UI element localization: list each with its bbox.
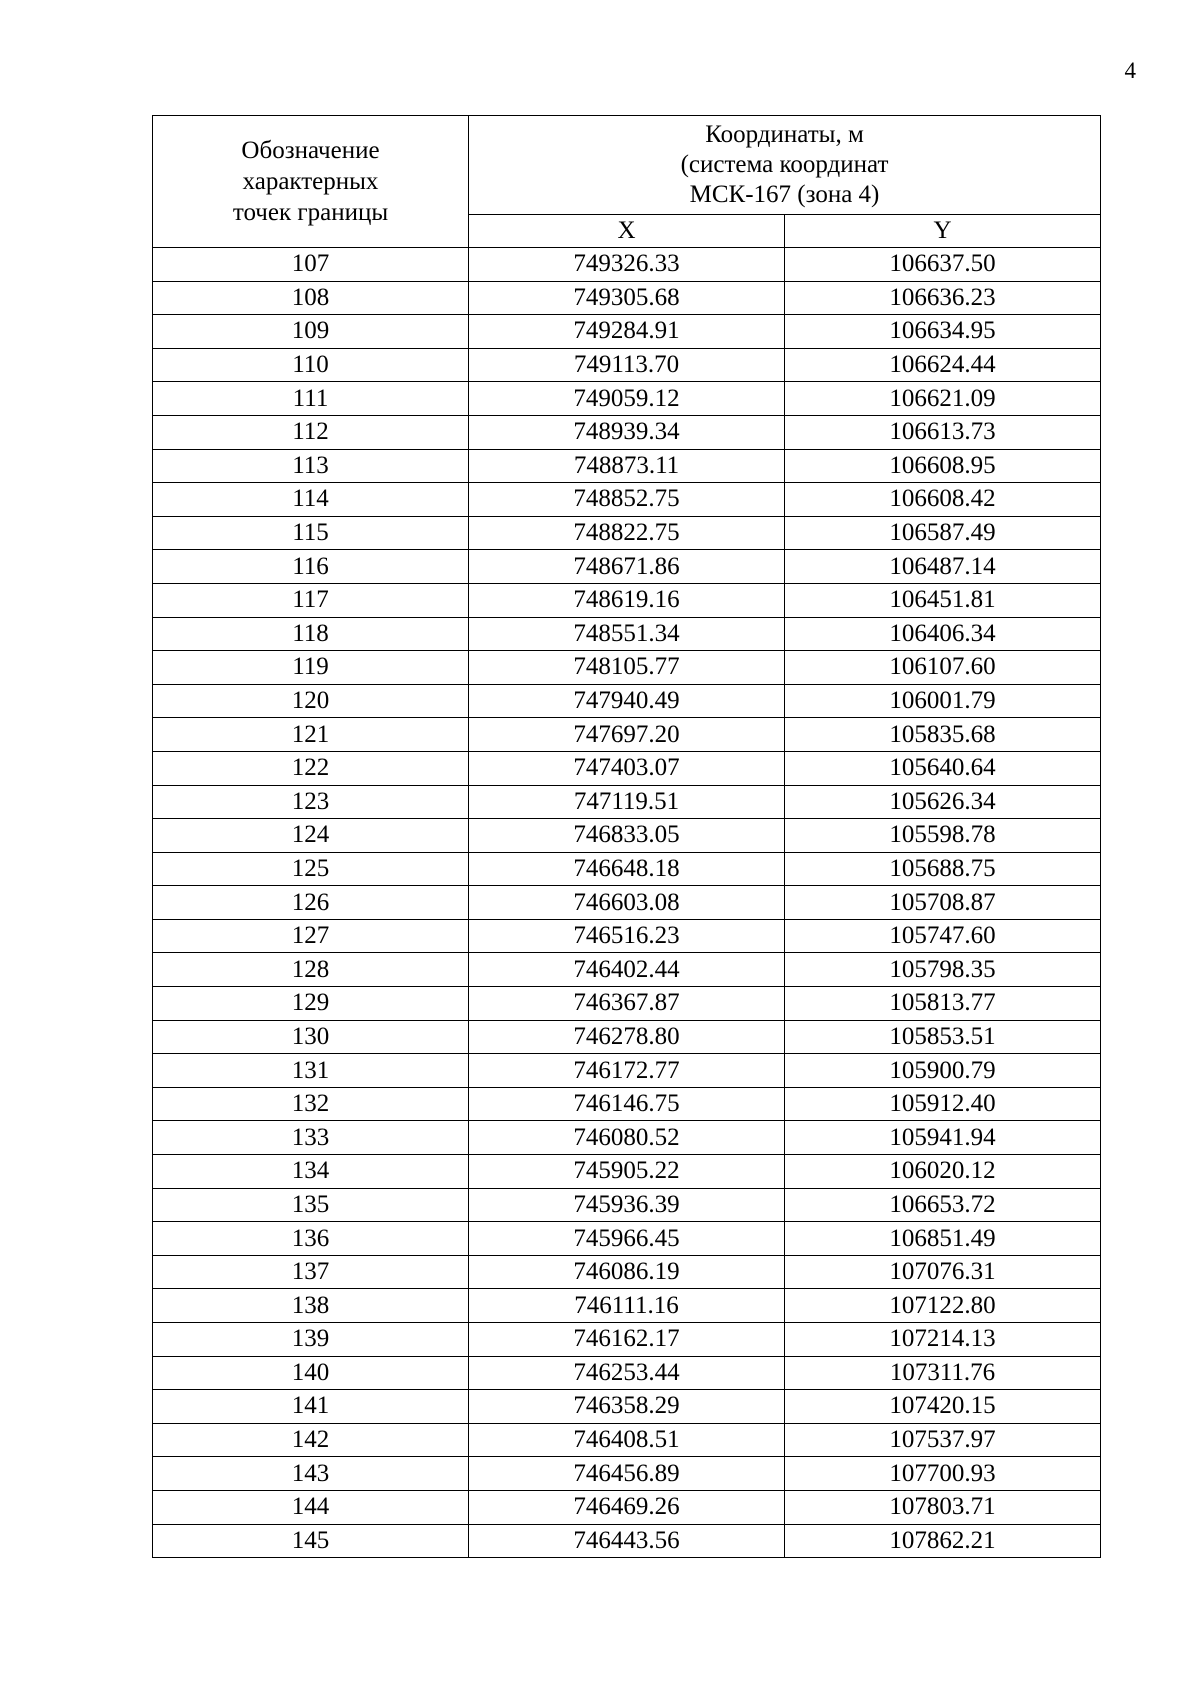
- table-row: [153, 919, 1101, 953]
- table-row: [153, 550, 1101, 584]
- cell-point: 107: [153, 248, 469, 282]
- cell-point: 141: [153, 1390, 469, 1424]
- cell-point: 125: [153, 852, 469, 886]
- cell-point: 112: [153, 415, 469, 449]
- page-number: 4: [1124, 58, 1136, 83]
- cell-point: 135: [153, 1188, 469, 1222]
- cell-x: 746402.44: [469, 953, 785, 987]
- table-row: [153, 953, 1101, 987]
- cell-y: 106608.42: [785, 483, 1101, 517]
- cell-y: 107862.21: [785, 1524, 1101, 1558]
- cell-x: 749305.68: [469, 281, 785, 315]
- cell-y: 107122.80: [785, 1289, 1101, 1323]
- cell-point: 137: [153, 1255, 469, 1289]
- cell-x: 746086.19: [469, 1255, 785, 1289]
- cell-x: 746516.23: [469, 919, 785, 953]
- cell-x: 748873.11: [469, 449, 785, 483]
- table-row: [153, 1524, 1101, 1558]
- cell-x: 746469.26: [469, 1490, 785, 1524]
- cell-y: 106624.44: [785, 348, 1101, 382]
- header-coordinates-line-1: Координаты, м: [705, 121, 864, 148]
- cell-point: 131: [153, 1054, 469, 1088]
- cell-point: 133: [153, 1121, 469, 1155]
- cell-x: 746162.17: [469, 1323, 785, 1357]
- header-x: X: [469, 215, 785, 248]
- cell-point: 108: [153, 281, 469, 315]
- cell-point: 123: [153, 785, 469, 819]
- header-y: Y: [785, 215, 1101, 248]
- cell-x: 746456.89: [469, 1457, 785, 1491]
- cell-x: 746358.29: [469, 1390, 785, 1424]
- table-row: [153, 382, 1101, 416]
- table-row: [153, 281, 1101, 315]
- cell-point: 129: [153, 987, 469, 1021]
- cell-x: 747403.07: [469, 751, 785, 785]
- cell-y: 106020.12: [785, 1155, 1101, 1189]
- table-row: [153, 1490, 1101, 1524]
- cell-x: 747697.20: [469, 718, 785, 752]
- cell-y: 107700.93: [785, 1457, 1101, 1491]
- cell-point: 113: [153, 449, 469, 483]
- header-point-designation: [153, 116, 469, 248]
- cell-y: 105747.60: [785, 919, 1101, 953]
- header-designation-line-3: точек границы: [232, 199, 389, 226]
- cell-point: 143: [153, 1457, 469, 1491]
- cell-y: 106406.34: [785, 617, 1101, 651]
- cell-y: 105688.75: [785, 852, 1101, 886]
- cell-y: 107537.97: [785, 1423, 1101, 1457]
- table-row: [153, 886, 1101, 920]
- cell-x: 749284.91: [469, 315, 785, 349]
- table-row: [153, 1423, 1101, 1457]
- cell-y: 105813.77: [785, 987, 1101, 1021]
- table-row: [153, 819, 1101, 853]
- table-row: [153, 1457, 1101, 1491]
- cell-y: 106637.50: [785, 248, 1101, 282]
- cell-point: 121: [153, 718, 469, 752]
- cell-x: 746408.51: [469, 1423, 785, 1457]
- cell-point: 127: [153, 919, 469, 953]
- cell-x: 748619.16: [469, 583, 785, 617]
- cell-x: 746367.87: [469, 987, 785, 1021]
- cell-y: 106634.95: [785, 315, 1101, 349]
- table-row: [153, 651, 1101, 685]
- table-body: [153, 248, 1101, 1558]
- table-row: [153, 684, 1101, 718]
- header-designation-line-2: характерных: [242, 168, 379, 195]
- cell-point: 134: [153, 1155, 469, 1189]
- cell-point: 138: [153, 1289, 469, 1323]
- cell-y: 107076.31: [785, 1255, 1101, 1289]
- cell-x: 748939.34: [469, 415, 785, 449]
- table-row: [153, 718, 1101, 752]
- cell-point: 142: [153, 1423, 469, 1457]
- cell-y: 105798.35: [785, 953, 1101, 987]
- cell-x: 745905.22: [469, 1155, 785, 1189]
- cell-point: 116: [153, 550, 469, 584]
- cell-y: 107420.15: [785, 1390, 1101, 1424]
- cell-x: 748105.77: [469, 651, 785, 685]
- cell-point: 144: [153, 1490, 469, 1524]
- table-row: [153, 483, 1101, 517]
- cell-point: 111: [153, 382, 469, 416]
- table-row: [153, 1356, 1101, 1390]
- table-header: [153, 116, 1101, 248]
- cell-y: 105640.64: [785, 751, 1101, 785]
- cell-y: 107311.76: [785, 1356, 1101, 1390]
- table-row: [153, 852, 1101, 886]
- cell-x: 745966.45: [469, 1222, 785, 1256]
- cell-x: 749326.33: [469, 248, 785, 282]
- cell-x: 748551.34: [469, 617, 785, 651]
- cell-y: 105835.68: [785, 718, 1101, 752]
- cell-x: 748852.75: [469, 483, 785, 517]
- cell-x: 746603.08: [469, 886, 785, 920]
- cell-x: 748671.86: [469, 550, 785, 584]
- table-row: [153, 248, 1101, 282]
- cell-y: 107214.13: [785, 1323, 1101, 1357]
- cell-y: 106608.95: [785, 449, 1101, 483]
- cell-x: 747940.49: [469, 684, 785, 718]
- cell-point: 109: [153, 315, 469, 349]
- header-coordinates-line-3: МСК-167 (зона 4): [689, 181, 880, 208]
- cell-point: 115: [153, 516, 469, 550]
- table-row: [153, 1390, 1101, 1424]
- cell-point: 122: [153, 751, 469, 785]
- cell-y: 106107.60: [785, 651, 1101, 685]
- table-row: [153, 348, 1101, 382]
- cell-x: 746278.80: [469, 1020, 785, 1054]
- cell-y: 105626.34: [785, 785, 1101, 819]
- cell-point: 130: [153, 1020, 469, 1054]
- table-row: [153, 449, 1101, 483]
- cell-y: 105708.87: [785, 886, 1101, 920]
- cell-x: 749113.70: [469, 348, 785, 382]
- table-row: [153, 1054, 1101, 1088]
- cell-x: 746080.52: [469, 1121, 785, 1155]
- cell-point: 119: [153, 651, 469, 685]
- cell-y: 105900.79: [785, 1054, 1101, 1088]
- cell-y: 106451.81: [785, 583, 1101, 617]
- cell-x: 747119.51: [469, 785, 785, 819]
- cell-point: 136: [153, 1222, 469, 1256]
- table-row: [153, 751, 1101, 785]
- table-row: [153, 583, 1101, 617]
- cell-point: 110: [153, 348, 469, 382]
- cell-point: 145: [153, 1524, 469, 1558]
- cell-point: 114: [153, 483, 469, 517]
- cell-y: 105598.78: [785, 819, 1101, 853]
- cell-y: 105912.40: [785, 1087, 1101, 1121]
- cell-y: 106636.23: [785, 281, 1101, 315]
- cell-y: 106487.14: [785, 550, 1101, 584]
- table-row: [153, 617, 1101, 651]
- table-row: [153, 1155, 1101, 1189]
- cell-x: 746253.44: [469, 1356, 785, 1390]
- cell-y: 106613.73: [785, 415, 1101, 449]
- cell-point: 126: [153, 886, 469, 920]
- cell-point: 118: [153, 617, 469, 651]
- header-coordinates-line-2: (система координат: [680, 151, 889, 178]
- table-row: [153, 516, 1101, 550]
- header-designation-line-1: Обозначение: [241, 137, 380, 164]
- cell-x: 745936.39: [469, 1188, 785, 1222]
- cell-point: 140: [153, 1356, 469, 1390]
- cell-x: 746833.05: [469, 819, 785, 853]
- cell-point: 124: [153, 819, 469, 853]
- cell-x: 746648.18: [469, 852, 785, 886]
- cell-y: 106587.49: [785, 516, 1101, 550]
- cell-point: 139: [153, 1323, 469, 1357]
- table-row: [153, 415, 1101, 449]
- cell-x: 746443.56: [469, 1524, 785, 1558]
- cell-y: 107803.71: [785, 1490, 1101, 1524]
- table-row: [153, 1121, 1101, 1155]
- table-row: [153, 987, 1101, 1021]
- table-row: [153, 1255, 1101, 1289]
- cell-y: 106851.49: [785, 1222, 1101, 1256]
- table-row: [153, 1020, 1101, 1054]
- cell-point: 120: [153, 684, 469, 718]
- cell-point: 117: [153, 583, 469, 617]
- cell-y: 105941.94: [785, 1121, 1101, 1155]
- header-coordinates: [469, 116, 1101, 215]
- cell-x: 748822.75: [469, 516, 785, 550]
- cell-x: 749059.12: [469, 382, 785, 416]
- cell-y: 106001.79: [785, 684, 1101, 718]
- cell-x: 746111.16: [469, 1289, 785, 1323]
- cell-x: 746146.75: [469, 1087, 785, 1121]
- cell-y: 106653.72: [785, 1188, 1101, 1222]
- cell-point: 132: [153, 1087, 469, 1121]
- cell-point: 128: [153, 953, 469, 987]
- cell-y: 105853.51: [785, 1020, 1101, 1054]
- table-row: [153, 1222, 1101, 1256]
- table-row: [153, 315, 1101, 349]
- table-row: [153, 785, 1101, 819]
- table-row: [153, 1323, 1101, 1357]
- table-row: [153, 1188, 1101, 1222]
- table-row: [153, 1289, 1101, 1323]
- cell-x: 746172.77: [469, 1054, 785, 1088]
- table-row: [153, 1087, 1101, 1121]
- cell-y: 106621.09: [785, 382, 1101, 416]
- coordinates-table: [152, 115, 1101, 1558]
